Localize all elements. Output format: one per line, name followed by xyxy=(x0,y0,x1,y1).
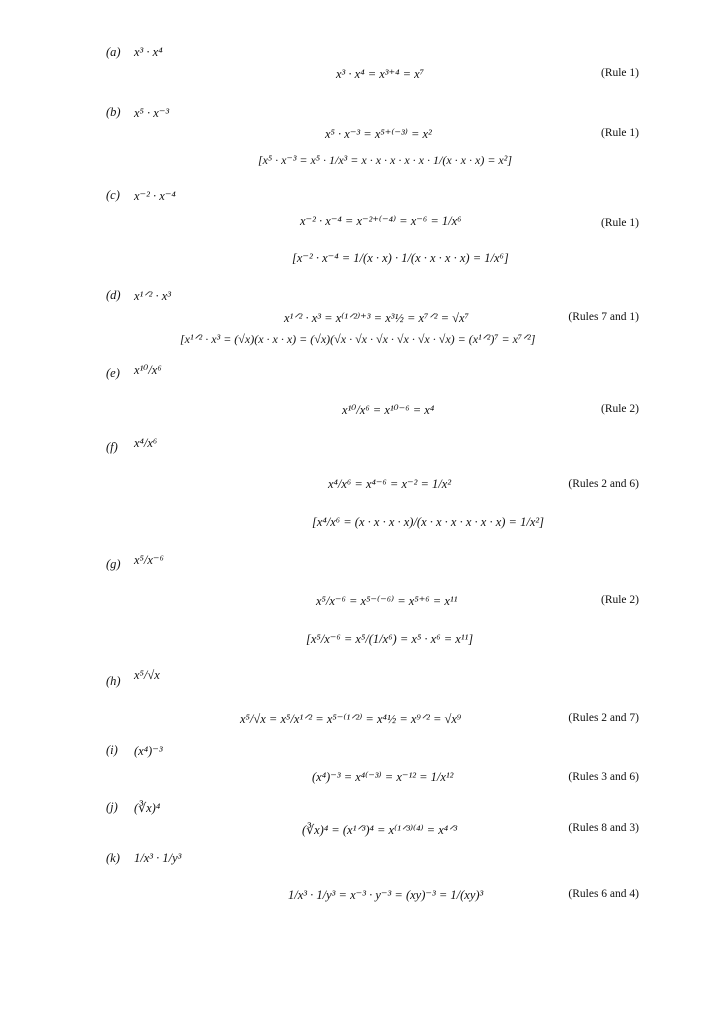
problem-k-step-1: 1/x³ · 1/y³ = x⁻³ · y⁻³ = (xy)⁻³ = 1/(xy)³ xyxy=(288,888,484,902)
problem-e-rule: (Rule 2) xyxy=(600,403,639,415)
problem-g-label: (g) xyxy=(106,557,121,571)
problem-f-label: (f) xyxy=(106,440,118,454)
problem-a-rule: (Rule 1) xyxy=(600,67,639,79)
problem-a-step-1: x³ · x⁴ = x³⁺⁴ = x⁷ xyxy=(336,67,425,81)
problem-h-rule: (Rules 2 and 7) xyxy=(568,712,639,724)
problem-g-rule: (Rule 2) xyxy=(600,594,639,606)
problem-f-rule: (Rules 2 and 6) xyxy=(568,478,639,490)
problem-a-label: (a) xyxy=(106,45,121,59)
problem-b-step-1: x⁵ · x⁻³ = x⁵⁺⁽⁻³⁾ = x² xyxy=(325,127,432,141)
problem-a-expression: x³ · x⁴ xyxy=(134,45,163,59)
problem-d-expression: x¹ᐟ² · x³ xyxy=(134,289,172,303)
problem-g-expression: x⁵/x⁻⁶ xyxy=(134,553,164,567)
problem-f-step-2: [x⁴/x⁶ = (x · x · x · x)/(x · x · x · x · x · x) = 1/x²] xyxy=(312,515,544,529)
problem-j-label: (j) xyxy=(106,800,118,814)
problem-i-rule: (Rules 3 and 6) xyxy=(568,771,639,783)
problem-c-step-1: x⁻² · x⁻⁴ = x⁻²⁺⁽⁻⁴⁾ = x⁻⁶ = 1/x⁶ xyxy=(300,214,462,228)
problem-h-label: (h) xyxy=(106,674,121,688)
problem-i-label: (i) xyxy=(106,743,118,757)
problem-c-label: (c) xyxy=(106,188,120,202)
problem-h-expression: x⁵/√x xyxy=(134,668,160,682)
problem-c-expression: x⁻² · x⁻⁴ xyxy=(134,189,176,203)
problem-g-step-2: [x⁵/x⁻⁶ = x⁵/(1/x⁶) = x⁵ · x⁶ = x¹¹] xyxy=(306,632,474,646)
problem-d-step-1: x¹ᐟ² · x³ = x⁽¹ᐟ²⁾⁺³ = x³½ = x⁷ᐟ² = √x⁷ xyxy=(284,311,469,325)
problem-f-expression: x⁴/x⁶ xyxy=(134,436,158,450)
problem-g-step-1: x⁵/x⁻⁶ = x⁵⁻⁽⁻⁶⁾ = x⁵⁺⁶ = x¹¹ xyxy=(316,594,458,608)
problem-i-step-1: (x⁴)⁻³ = x⁴⁽⁻³⁾ = x⁻¹² = 1/x¹² xyxy=(312,770,454,784)
problem-e-label: (e) xyxy=(106,366,120,380)
problem-e-expression: x¹⁰/x⁶ xyxy=(134,363,162,377)
problem-k-rule: (Rules 6 and 4) xyxy=(568,888,639,900)
problem-b-step-2: [x⁵ · x⁻³ = x⁵ · 1/x³ = x · x · x · x · x · 1/(x · x · x) = x²] xyxy=(258,153,513,167)
problem-j-expression: (∛x)⁴ xyxy=(134,801,161,815)
problem-b-expression: x⁵ · x⁻³ xyxy=(134,106,170,120)
problem-d-step-2: [x¹ᐟ² · x³ = (√x)(x · x · x) = (√x)(√x · √x · √x · √x · √x · √x) = (x¹ᐟ²)⁷ = x⁷ᐟ²] xyxy=(180,332,536,346)
problem-j-step-1: (∛x)⁴ = (x¹ᐟ³)⁴ = x⁽¹ᐟ³⁾⁽⁴⁾ = x⁴ᐟ³ xyxy=(302,823,458,837)
problem-e-step-1: x¹⁰/x⁶ = x¹⁰⁻⁶ = x⁴ xyxy=(342,403,435,417)
problem-c-step-2: [x⁻² · x⁻⁴ = 1/(x · x) · 1/(x · x · x · x) = 1/x⁶] xyxy=(292,251,509,265)
problem-d-rule: (Rules 7 and 1) xyxy=(568,311,639,323)
problem-b-label: (b) xyxy=(106,105,121,119)
problem-f-step-1: x⁴/x⁶ = x⁴⁻⁶ = x⁻² = 1/x² xyxy=(328,477,452,491)
problem-d-label: (d) xyxy=(106,288,121,302)
problem-h-step-1: x⁵/√x = x⁵/x¹ᐟ² = x⁵⁻⁽¹ᐟ²⁾ = x⁴½ = x⁹ᐟ² = √x⁹ xyxy=(240,712,462,726)
problem-b-rule: (Rule 1) xyxy=(600,127,639,139)
problem-k-expression: 1/x³ · 1/y³ xyxy=(134,851,182,865)
problem-j-rule: (Rules 8 and 3) xyxy=(568,822,639,834)
problem-i-expression: (x⁴)⁻³ xyxy=(134,744,163,758)
problem-c-rule: (Rule 1) xyxy=(600,217,639,229)
problem-k-label: (k) xyxy=(106,851,120,865)
